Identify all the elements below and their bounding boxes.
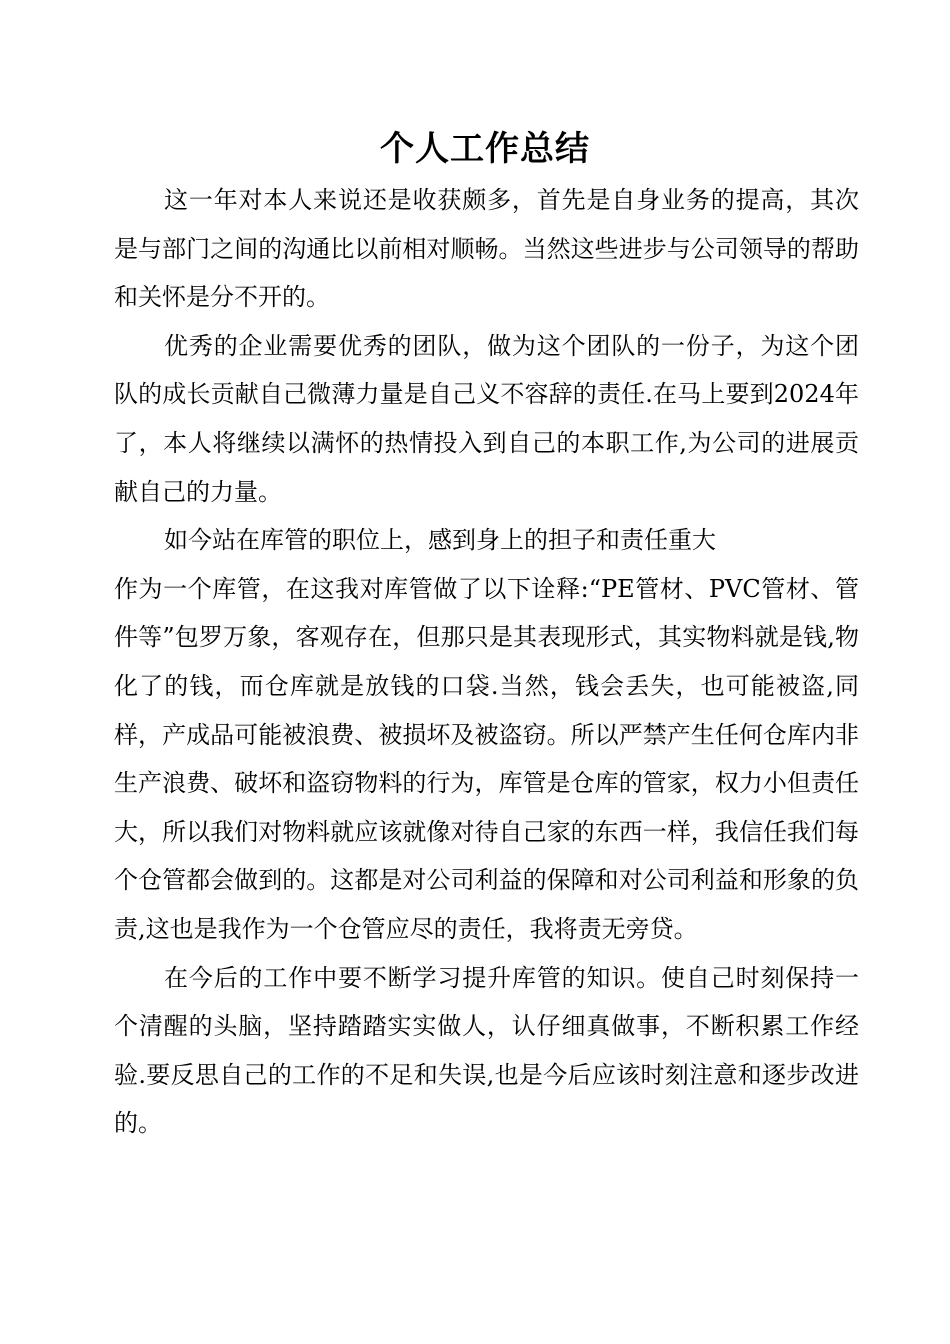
paragraph-1: 这一年对本人来说还是收获颇多，首先是自身业务的提高，其次是与部门之间的沟通比以前相对顺畅。当然这些进步与公司领导的帮助和关怀是分不开的。: [114, 186, 859, 312]
paragraph-3: 如今站在库管的职位上，感到身上的担子和责任重大: [164, 526, 716, 555]
document-title: 个人工作总结: [380, 129, 590, 169]
document-body: [114, 176, 859, 1148]
paragraph-4: 作为一个库管，在这我对库管做了以下诠释:“PE管材、PVC管材、管件等”包罗万象，客观存在，但那只是其表现形式，其实物料就是钱,物化了的钱，而仓库就是放钱的口袋.当然，钱会丢失，也可能被盗,同样，产成品可能被浪费、被损坏及被盗窃。所以严禁产生任何仓库内非生产浪费、破坏和盗窃物料的行为，库管是仓库的管家，权力小但责任大，所以我们对物料就应该就像对待自己家的东西一样，我信任我们每个仓管都会做到的。这都是对公司利益的保障和对公司利益和形象的负责,这也是我作为一个仓管应尽的责任，我将责无旁贷。: [114, 574, 859, 943]
paragraph-5: 在今后的工作中要不断学习提升库管的知识。使自己时刻保持一个清醒的头脑，坚持踏踏实实做人，认仔细真做事，不断积累工作经验.要反思自己的工作的不足和失误,也是今后应该时刻注意和逐步改进的。: [114, 963, 859, 1138]
paragraph-2: 优秀的企业需要优秀的团队，做为这个团队的一份子，为这个团队的成长贡献自己微薄力量是自己义不容辞的责任.在马上要到2024年了，本人将继续以满怀的热情投入到自己的本职工作,为公司的进展贡献自己的力量。: [114, 331, 859, 506]
